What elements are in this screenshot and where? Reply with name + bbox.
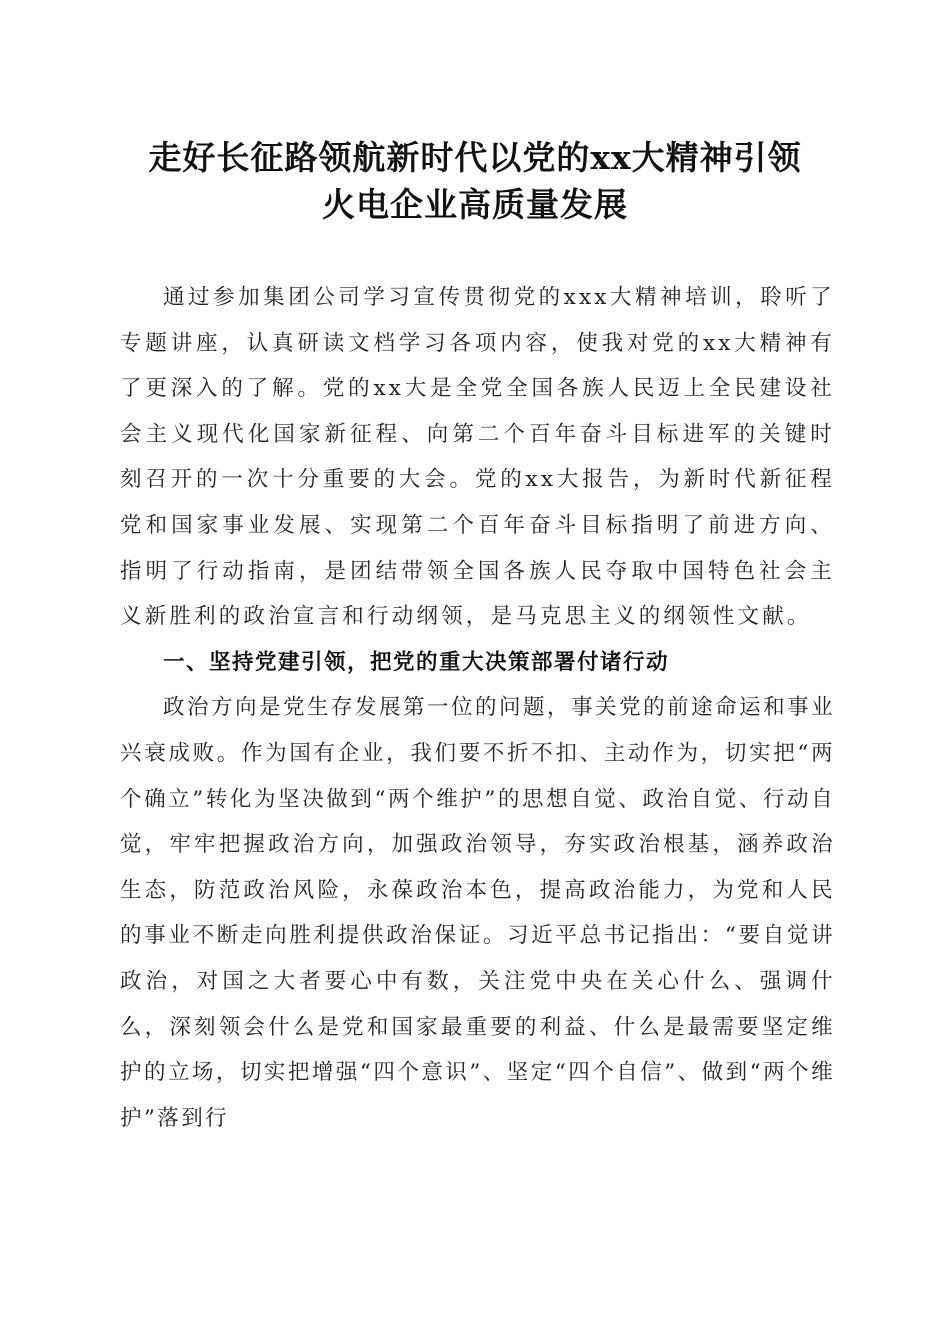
intro-paragraph: 通过参加集团公司学习宣传贯彻党的xxx大精神培训，聆听了专题讲座，认真研读文档学习各项内容，使我对党的xx大精神有了更深入的了解。党的xx大是全党全国各族人民迈上全民建设社会主义现代化国家新征程、向第二个百年奋斗目标进军的关键时刻召开的一次十分重要的大会。党的xx大报告，为新时代新征程党和国家事业发展、实现第二个百年奋斗目标指明了前进方向、指明了行动指南，是团结带领全国各族人民夺取中国特色社会主义新胜利的政治宣言和行动纲领，是马克思主义的纲领性文献。 — [120, 285, 835, 630]
document-body — [120, 275, 835, 1141]
document-title — [100, 134, 850, 228]
section-paragraph: 政治方向是党生存发展第一位的问题，事关党的前途命运和事业兴衰成败。作为国有企业，我们要不折不扣、主动作为，切实把“两个确立”转化为坚决做到“两个维护”的思想自觉、政治自觉、行动自觉，牢牢把握政治方向，加强政治领导，夯实政治根基，涵养政治生态，防范政治风险，永葆政治本色，提高政治能力，为党和人民的事业不断走向胜利提供政治保证。习近平总书记指出：“要自觉讲政治，对国之大者要心中有数，关注党中央在关心什么、强调什么，深刻领会什么是党和国家最重要的利益、什么是最需要坚定维护的立场，切实把增强“四个意识”、坚定“四个自信”、做到“两个维护”落到行 — [120, 695, 835, 1131]
title-line-1: 走好长征路领航新时代以党的xx大精神引领 — [148, 138, 802, 177]
title-line-2: 火电企业高质量发展 — [322, 185, 628, 224]
section-heading: 一、坚持党建引领，把党的重大决策部署付诸行动 — [163, 649, 670, 675]
